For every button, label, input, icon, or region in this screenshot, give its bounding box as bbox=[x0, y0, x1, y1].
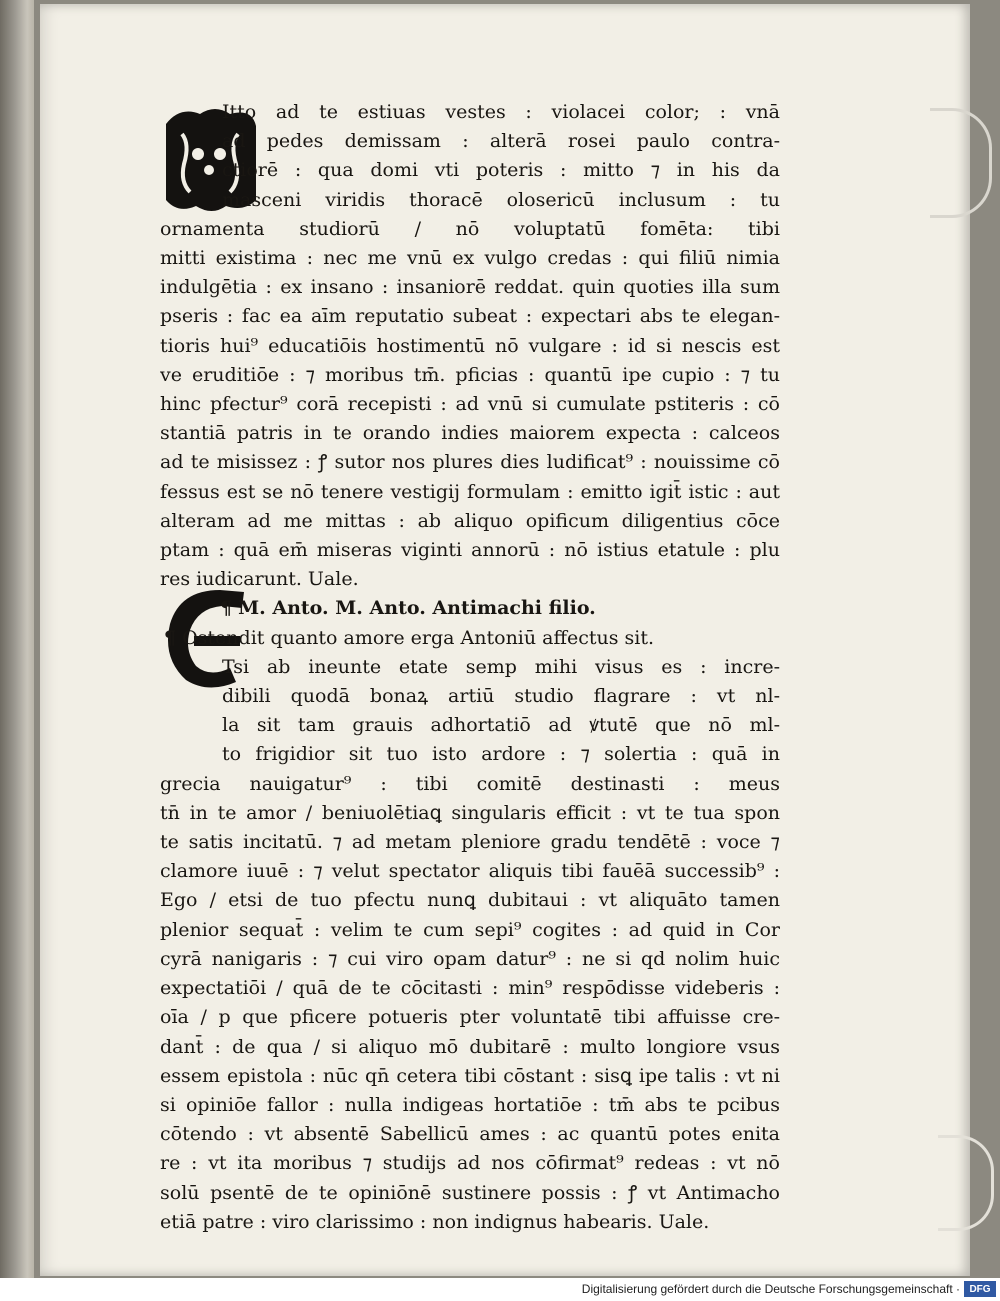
letter-heading bbox=[160, 594, 780, 623]
text-line: tioris hui⁹ educatiōis hostimentū nō vulgare : id si nescis est bbox=[160, 334, 780, 357]
text-line: etiā patre : viro clarissimo : non indignus habearis. Uale. bbox=[160, 1210, 710, 1233]
text-line: dant̄ : de qua / si aliquo mō dubitarē : multo longiore vsus bbox=[160, 1035, 780, 1058]
text-line: ad te misissez : ꝭ sutor nos plures dies ludificat⁹ : nouissime cō bbox=[160, 451, 780, 474]
text-line: ad pedes demissam : alterā rosei paulo contra- bbox=[222, 130, 780, 153]
dfg-credit: Digitalisierung gefördert durch die Deutsche Forschungsgemeinschaft · bbox=[581, 1282, 960, 1296]
text-line: oīa / p que pficere potueris pter voluntatē tibi affuisse cre- bbox=[160, 1006, 780, 1029]
text-line: ctiorē : qua domi vti poteris : mitto ⁊ in his da bbox=[222, 159, 780, 182]
page-clip-bottom bbox=[938, 1135, 994, 1231]
text-line: alteram ad me mittas : ab aliquo opificum diligentius cōce bbox=[160, 509, 780, 532]
text-line: expectatiōi / quā de te cōcitasti : min⁹ respōdisse videberis : bbox=[160, 977, 780, 1000]
text-line: ve eruditiōe : ⁊ moribus tm̄. pficias : quantū ipe cupio : ⁊ tu bbox=[160, 363, 780, 386]
text-line: essem epistola : nūc qn̄ cetera tibi cōstant : sisꝗ ipe talis : vt ni bbox=[160, 1064, 780, 1087]
text-line: mitti existima : nec me vnū ex vulgo credas : qui filiū nimia bbox=[160, 247, 780, 270]
text-line: te satis incitatū. ⁊ ad metam pleniore gradu tendētē : voce ⁊ bbox=[160, 831, 780, 854]
text-line: stantiā patris in te orando indies maiorem expecta : calceos bbox=[160, 422, 780, 445]
text-line: pseris : fac ea aīm reputatio subeat : expectari abs te elegan- bbox=[160, 305, 780, 328]
text-line: la sit tam grauis adhortatiō ad ꝟtutē que nō ml- bbox=[222, 714, 780, 737]
text-line: si opiniōe fallor : nulla indigeas hortatiōe : tm̄ abs te pcibus bbox=[160, 1093, 780, 1116]
page-clip-top bbox=[930, 108, 992, 218]
text-line: clamore iuuē : ⁊ velut spectator aliquis tibi fauēā successib⁹ : bbox=[160, 860, 780, 883]
text-line: res iudicarunt. Uale. bbox=[160, 568, 359, 591]
letter-heading-text: M. Anto. M. Anto. Antimachi filio. bbox=[238, 597, 596, 620]
text-line: grecia nauigatur⁹ : tibi comitē destinasti : meus bbox=[160, 772, 780, 795]
page-text bbox=[160, 98, 780, 1237]
letter-subheading-text: Ostendit quanto amore erga Antoniū affectus sit. bbox=[182, 626, 655, 649]
text-line: indulgētia : ex insano : insaniorē reddat. quin quoties illa sum bbox=[160, 276, 780, 299]
text-line: tn̄ in te amor / beniuolētiaꝗ singularis efficit : vt te tua spon bbox=[160, 801, 780, 824]
digitization-footer bbox=[0, 1278, 1000, 1301]
text-line: masceni viridis thoracē olosericū inclusum : tu bbox=[222, 188, 780, 211]
pilcrow-icon: ¶ bbox=[220, 597, 233, 620]
text-line: Tsi ab ineunte etate semp mihi visus es : incre- bbox=[222, 655, 780, 678]
dfg-logo: DFG bbox=[964, 1281, 996, 1297]
text-line: dibili quodā bonaꝝ artiū studio flagrare : vt nl- bbox=[222, 685, 780, 708]
letter-subheading bbox=[160, 624, 780, 653]
text-line: solū psentē de te opiniōnē sustinere possis : ꝭ vt Antimacho bbox=[160, 1181, 780, 1204]
text-line: hinc pfectur⁹ corā recepisti : ad vnū si cumulate pstiteris : cō bbox=[160, 393, 780, 416]
text-line: ptam : quā em̄ miseras viginti annorū : nō istius etatule : plu bbox=[160, 539, 780, 562]
text-line: cyrā nanigaris : ⁊ cui viro opam datur⁹ : ne si qd nolim huic bbox=[160, 947, 780, 970]
pilcrow-icon: ¶ bbox=[164, 626, 177, 649]
text-line: fessus est se nō tenere vestigij formulam : emitto igit̄ istic : aut bbox=[160, 480, 780, 503]
text-line: Ego / etsi de tuo pfectu nunꝗ dubitaui : vt aliquāto tamen bbox=[160, 889, 780, 912]
book-spine-edge bbox=[0, 0, 34, 1301]
text-line: re : vt ita moribus ⁊ studijs ad nos cōfirmat⁹ redeas : vt nō bbox=[160, 1152, 780, 1175]
text-line: plenior sequat̄ : velim te cum sepi⁹ cogites : ad quid in Cor bbox=[160, 918, 780, 941]
text-line: to frigidior sit tuo isto ardore : ⁊ solertia : quā in bbox=[222, 743, 780, 766]
text-line: Itto ad te estiuas vestes : violacei color; : vnā bbox=[222, 101, 780, 123]
text-line: cōtendo : vt absentē Sabellicū ames : ac quantū potes enita bbox=[160, 1123, 780, 1146]
text-line: ornamenta studiorū / nō voluptatū fomēta: tibi bbox=[160, 217, 780, 240]
